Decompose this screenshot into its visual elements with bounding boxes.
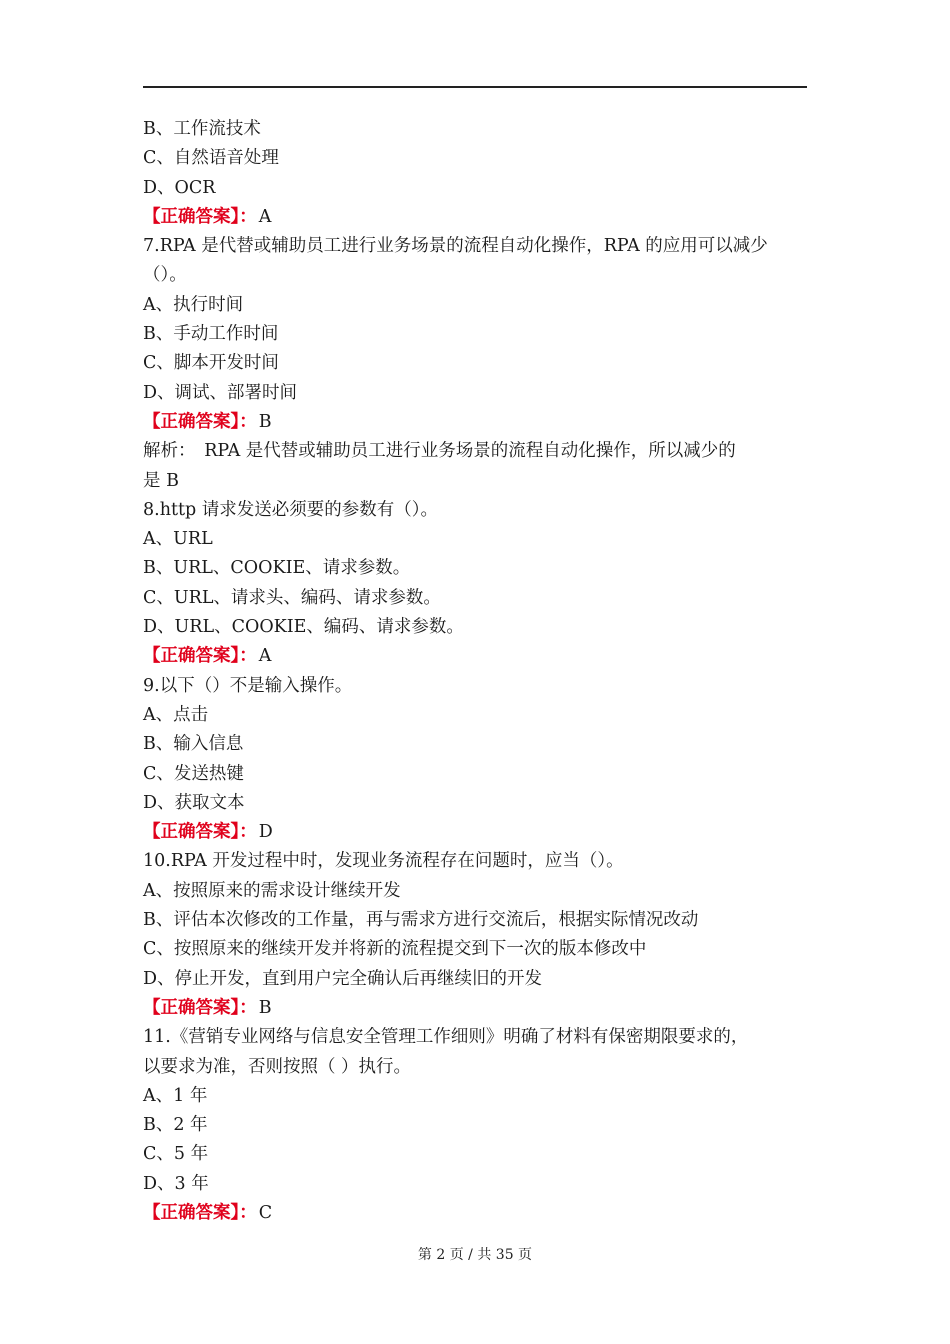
answer-value: C — [258, 1202, 273, 1223]
text-line: A、按照原来的需求设计继续开发 — [143, 880, 401, 901]
answer-line — [143, 1199, 807, 1228]
answer-line — [143, 408, 807, 437]
text-line: B、手动工作时间 — [143, 324, 279, 345]
text-line: 是 B — [143, 470, 179, 491]
answer-value: B — [258, 997, 272, 1018]
text-line: B、2 年 — [143, 1115, 208, 1136]
text-line: D、URL、COOKIE、编码、请求参数。 — [143, 617, 464, 638]
text-line: C、发送热键 — [143, 763, 244, 784]
text-line: D、调试、部署时间 — [143, 382, 298, 403]
answer-line — [143, 203, 807, 232]
answer-label: 【正确答案】： — [143, 206, 257, 227]
text-line: D、OCR — [143, 177, 216, 198]
answer-line — [143, 994, 807, 1023]
page-footer: 第 2 页 / 共 35 页 — [417, 1247, 533, 1263]
text-line: B、工作流技术 — [143, 119, 261, 139]
text-line: （）。 — [143, 265, 187, 286]
text-line: A、1 年 — [143, 1085, 208, 1106]
text-line: D、停止开发，直到用户完全确认后再继续旧的开发 — [143, 968, 543, 989]
text-line: D、3 年 — [143, 1173, 209, 1194]
text-line: A、执行时间 — [143, 294, 244, 315]
text-line: C、URL、请求头、编码、请求参数。 — [143, 587, 441, 608]
text-line: A、URL — [143, 529, 213, 550]
text-line: C、自然语音处理 — [143, 148, 279, 169]
answer-line — [143, 818, 807, 847]
text-line: C、脚本开发时间 — [143, 353, 279, 374]
text-line: 11.《营销专业网络与信息安全管理工作细则》明确了材料有保密期限要求的， — [143, 1027, 749, 1048]
text-line: B、输入信息 — [143, 734, 244, 755]
answer-line — [143, 642, 807, 671]
text-line: B、URL、COOKIE、请求参数。 — [143, 558, 411, 579]
text-line: 以要求为准，否则按照（ ）执行。 — [143, 1056, 412, 1077]
document-body — [143, 115, 807, 1228]
text-line: 解析： RPA 是代替或辅助员工进行业务场景的流程自动化操作，所以减少的 — [143, 441, 736, 462]
text-line: A、点击 — [143, 704, 209, 725]
text-line: D、获取文本 — [143, 792, 245, 813]
text-line: C、5 年 — [143, 1144, 209, 1165]
header-rule — [143, 86, 807, 88]
answer-label: 【正确答案】： — [143, 646, 257, 667]
answer-label: 【正确答案】： — [143, 822, 257, 843]
answer-value: A — [258, 646, 272, 667]
text-line: 10.RPA 开发过程中时，发现业务流程存在问题时，应当（）。 — [143, 851, 624, 872]
answer-value: B — [258, 411, 272, 432]
text-line: 8.http 请求发送必须要的参数有（）。 — [143, 499, 439, 520]
answer-value: D — [258, 822, 273, 843]
answer-label: 【正确答案】： — [143, 1202, 257, 1223]
answer-value: A — [258, 206, 272, 227]
answer-label: 【正确答案】： — [143, 411, 257, 432]
text-line: B、评估本次修改的工作量，再与需求方进行交流后，根据实际情况改动 — [143, 910, 699, 931]
answer-label: 【正确答案】： — [143, 997, 257, 1018]
text-line: 7.RPA 是代替或辅助员工进行业务场景的流程自动化操作，RPA 的应用可以减少 — [143, 236, 768, 257]
text-line: 9.以下（）不是输入操作。 — [143, 675, 353, 696]
text-line: C、按照原来的继续开发并将新的流程提交到下一次的版本修改中 — [143, 939, 647, 960]
